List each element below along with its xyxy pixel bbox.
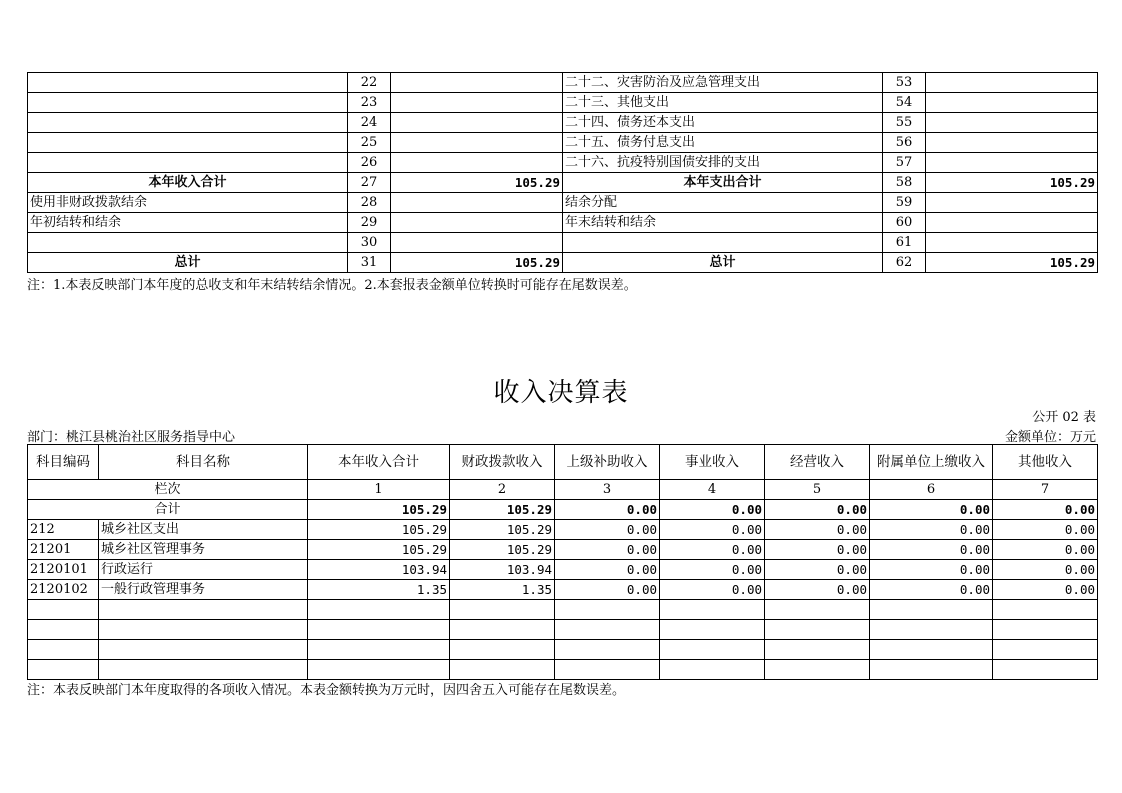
amount-cell: 0.00 bbox=[870, 540, 993, 560]
income-amount-cell bbox=[391, 153, 563, 173]
unit-label: 金额单位：万元 bbox=[1004, 430, 1096, 445]
empty-cell bbox=[28, 620, 99, 640]
empty-cell bbox=[450, 640, 555, 660]
subject-code-cell: 21201 bbox=[28, 540, 99, 560]
income-table bbox=[27, 444, 1098, 680]
amount-cell: 0.00 bbox=[870, 580, 993, 600]
expense-amount-cell bbox=[926, 153, 1098, 173]
empty-cell bbox=[993, 660, 1098, 680]
expense-item-cell: 二十四、债务还本支出 bbox=[563, 113, 883, 133]
header-cell: 科目编码 bbox=[28, 445, 99, 480]
empty-cell bbox=[450, 620, 555, 640]
amount-cell: 105.29 bbox=[308, 540, 450, 560]
line-number-cell: 28 bbox=[348, 193, 391, 213]
line-number-cell: 59 bbox=[883, 193, 926, 213]
header-cell: 本年收入合计 bbox=[308, 445, 450, 480]
column-number-cell: 7 bbox=[993, 480, 1098, 500]
amount-cell: 103.94 bbox=[308, 560, 450, 580]
total-value-cell: 0.00 bbox=[870, 500, 993, 520]
expense-item-cell bbox=[563, 233, 883, 253]
expense-amount-cell: 105.29 bbox=[926, 173, 1098, 193]
expense-item-cell: 总计 bbox=[563, 253, 883, 273]
amount-cell: 105.29 bbox=[308, 520, 450, 540]
line-number-cell: 54 bbox=[883, 93, 926, 113]
income-amount-cell bbox=[391, 233, 563, 253]
expense-amount-cell bbox=[926, 233, 1098, 253]
income-amount-cell bbox=[391, 193, 563, 213]
amount-cell: 0.00 bbox=[765, 520, 870, 540]
line-number-cell: 23 bbox=[348, 93, 391, 113]
header-cell: 上级补助收入 bbox=[555, 445, 660, 480]
total-value-cell: 105.29 bbox=[308, 500, 450, 520]
empty-cell bbox=[308, 660, 450, 680]
empty-row bbox=[28, 660, 1098, 680]
amount-cell: 0.00 bbox=[555, 540, 660, 560]
amount-cell: 0.00 bbox=[660, 520, 765, 540]
empty-cell bbox=[555, 660, 660, 680]
income-amount-cell bbox=[391, 73, 563, 93]
empty-cell bbox=[450, 600, 555, 620]
table-row bbox=[28, 580, 1098, 600]
amount-cell: 105.29 bbox=[450, 540, 555, 560]
income-item-cell bbox=[28, 113, 348, 133]
amount-cell: 0.00 bbox=[765, 560, 870, 580]
income-item-cell bbox=[28, 73, 348, 93]
total-value-cell: 0.00 bbox=[993, 500, 1098, 520]
expense-amount-cell bbox=[926, 93, 1098, 113]
empty-row bbox=[28, 640, 1098, 660]
empty-row bbox=[28, 600, 1098, 620]
income-amount-cell: 105.29 bbox=[391, 173, 563, 193]
income-item-cell: 本年收入合计 bbox=[28, 173, 348, 193]
subject-name-cell: 一般行政管理事务 bbox=[99, 580, 308, 600]
line-number-cell: 62 bbox=[883, 253, 926, 273]
expense-amount-cell: 105.29 bbox=[926, 253, 1098, 273]
empty-cell bbox=[660, 600, 765, 620]
empty-cell bbox=[28, 660, 99, 680]
summary-total-row bbox=[28, 253, 1098, 273]
subject-name-cell: 城乡社区管理事务 bbox=[99, 540, 308, 560]
empty-cell bbox=[308, 600, 450, 620]
line-number-cell: 57 bbox=[883, 153, 926, 173]
income-amount-cell bbox=[391, 133, 563, 153]
amount-cell: 0.00 bbox=[555, 520, 660, 540]
summary-row bbox=[28, 113, 1098, 133]
empty-cell bbox=[28, 600, 99, 620]
amount-cell: 0.00 bbox=[555, 560, 660, 580]
total-value-cell: 0.00 bbox=[660, 500, 765, 520]
amount-cell: 0.00 bbox=[993, 540, 1098, 560]
summary-note: 注：1.本表反映部门本年度的总收支和年末结转结余情况。2.本套报表金额单位转换时可能存在尾数误差。 bbox=[27, 278, 637, 293]
table-row bbox=[28, 540, 1098, 560]
form-code: 公开 02 表 bbox=[1032, 410, 1096, 425]
empty-cell bbox=[99, 600, 308, 620]
income-item-cell bbox=[28, 93, 348, 113]
line-number-cell: 27 bbox=[348, 173, 391, 193]
page-title: 收入决算表 bbox=[493, 378, 629, 408]
line-number-cell: 60 bbox=[883, 213, 926, 233]
total-value-cell: 105.29 bbox=[450, 500, 555, 520]
empty-cell bbox=[870, 640, 993, 660]
expense-item-cell: 二十五、债务付息支出 bbox=[563, 133, 883, 153]
line-number-cell: 22 bbox=[348, 73, 391, 93]
summary-row bbox=[28, 133, 1098, 153]
column-label-cell: 栏次 bbox=[28, 480, 308, 500]
empty-cell bbox=[660, 660, 765, 680]
empty-cell bbox=[28, 640, 99, 660]
income-amount-cell bbox=[391, 213, 563, 233]
subject-code-cell: 212 bbox=[28, 520, 99, 540]
column-number-cell: 1 bbox=[308, 480, 450, 500]
line-number-cell: 56 bbox=[883, 133, 926, 153]
amount-cell: 0.00 bbox=[870, 560, 993, 580]
summary-row bbox=[28, 233, 1098, 253]
summary-row bbox=[28, 193, 1098, 213]
total-label-cell: 合计 bbox=[28, 500, 308, 520]
summary-row bbox=[28, 93, 1098, 113]
subject-name-cell: 行政运行 bbox=[99, 560, 308, 580]
subject-name-cell: 城乡社区支出 bbox=[99, 520, 308, 540]
header-cell: 附属单位上缴收入 bbox=[870, 445, 993, 480]
total-value-cell: 0.00 bbox=[555, 500, 660, 520]
column-number-cell: 4 bbox=[660, 480, 765, 500]
empty-cell bbox=[993, 640, 1098, 660]
expense-item-cell: 二十二、灾害防治及应急管理支出 bbox=[563, 73, 883, 93]
expense-item-cell: 本年支出合计 bbox=[563, 173, 883, 193]
column-number-cell: 2 bbox=[450, 480, 555, 500]
empty-cell bbox=[870, 660, 993, 680]
expense-item-cell: 二十三、其他支出 bbox=[563, 93, 883, 113]
amount-cell: 1.35 bbox=[450, 580, 555, 600]
line-number-cell: 24 bbox=[348, 113, 391, 133]
column-number-cell: 3 bbox=[555, 480, 660, 500]
empty-cell bbox=[308, 640, 450, 660]
amount-cell: 0.00 bbox=[765, 540, 870, 560]
income-amount-cell bbox=[391, 113, 563, 133]
line-number-cell: 61 bbox=[883, 233, 926, 253]
empty-cell bbox=[99, 640, 308, 660]
header-row bbox=[28, 445, 1098, 480]
amount-cell: 0.00 bbox=[660, 560, 765, 580]
empty-cell bbox=[993, 620, 1098, 640]
income-item-cell bbox=[28, 233, 348, 253]
income-amount-cell bbox=[391, 93, 563, 113]
income-item-cell bbox=[28, 133, 348, 153]
column-number-cell: 6 bbox=[870, 480, 993, 500]
summary-row bbox=[28, 153, 1098, 173]
line-number-cell: 55 bbox=[883, 113, 926, 133]
expense-item-cell: 二十六、抗疫特别国债安排的支出 bbox=[563, 153, 883, 173]
empty-cell bbox=[660, 620, 765, 640]
empty-cell bbox=[555, 600, 660, 620]
summary-table bbox=[27, 72, 1098, 273]
amount-cell: 0.00 bbox=[660, 580, 765, 600]
empty-cell bbox=[870, 600, 993, 620]
income-item-cell: 年初结转和结余 bbox=[28, 213, 348, 233]
expense-amount-cell bbox=[926, 133, 1098, 153]
subject-code-cell: 2120102 bbox=[28, 580, 99, 600]
header-cell: 事业收入 bbox=[660, 445, 765, 480]
amount-cell: 0.00 bbox=[993, 580, 1098, 600]
expense-amount-cell bbox=[926, 193, 1098, 213]
income-item-cell: 使用非财政拨款结余 bbox=[28, 193, 348, 213]
expense-item-cell: 结余分配 bbox=[563, 193, 883, 213]
empty-cell bbox=[308, 620, 450, 640]
amount-cell: 0.00 bbox=[660, 540, 765, 560]
empty-cell bbox=[993, 600, 1098, 620]
empty-cell bbox=[870, 620, 993, 640]
empty-cell bbox=[660, 640, 765, 660]
amount-cell: 105.29 bbox=[450, 520, 555, 540]
department-label: 部门：桃江县桃治社区服务指导中心 bbox=[27, 430, 236, 445]
header-cell: 科目名称 bbox=[99, 445, 308, 480]
empty-cell bbox=[450, 660, 555, 680]
subject-code-cell: 2120101 bbox=[28, 560, 99, 580]
empty-cell bbox=[765, 620, 870, 640]
empty-cell bbox=[765, 660, 870, 680]
line-number-cell: 58 bbox=[883, 173, 926, 193]
amount-cell: 0.00 bbox=[555, 580, 660, 600]
income-item-cell bbox=[28, 153, 348, 173]
table-row bbox=[28, 520, 1098, 540]
expense-amount-cell bbox=[926, 113, 1098, 133]
line-number-cell: 30 bbox=[348, 233, 391, 253]
income-note: 注：本表反映部门本年度取得的各项收入情况。本表金额转换为万元时，因四舍五入可能存在尾数误差。 bbox=[27, 683, 626, 698]
income-amount-cell: 105.29 bbox=[391, 253, 563, 273]
summary-row bbox=[28, 213, 1098, 233]
empty-row bbox=[28, 620, 1098, 640]
income-item-cell: 总计 bbox=[28, 253, 348, 273]
expense-amount-cell bbox=[926, 213, 1098, 233]
total-value-cell: 0.00 bbox=[765, 500, 870, 520]
empty-cell bbox=[555, 620, 660, 640]
amount-cell: 0.00 bbox=[993, 560, 1098, 580]
empty-cell bbox=[765, 600, 870, 620]
empty-cell bbox=[99, 660, 308, 680]
amount-cell: 0.00 bbox=[993, 520, 1098, 540]
summary-row bbox=[28, 73, 1098, 93]
empty-cell bbox=[555, 640, 660, 660]
header-cell: 其他收入 bbox=[993, 445, 1098, 480]
line-number-cell: 25 bbox=[348, 133, 391, 153]
line-number-cell: 26 bbox=[348, 153, 391, 173]
expense-amount-cell bbox=[926, 73, 1098, 93]
column-number-row bbox=[28, 480, 1098, 500]
header-cell: 财政拨款收入 bbox=[450, 445, 555, 480]
empty-cell bbox=[765, 640, 870, 660]
column-number-cell: 5 bbox=[765, 480, 870, 500]
expense-item-cell: 年末结转和结余 bbox=[563, 213, 883, 233]
empty-cell bbox=[99, 620, 308, 640]
amount-cell: 103.94 bbox=[450, 560, 555, 580]
table-row bbox=[28, 560, 1098, 580]
header-cell: 经营收入 bbox=[765, 445, 870, 480]
amount-cell: 0.00 bbox=[765, 580, 870, 600]
summary-total-row bbox=[28, 173, 1098, 193]
amount-cell: 1.35 bbox=[308, 580, 450, 600]
line-number-cell: 53 bbox=[883, 73, 926, 93]
line-number-cell: 29 bbox=[348, 213, 391, 233]
total-row bbox=[28, 500, 1098, 520]
line-number-cell: 31 bbox=[348, 253, 391, 273]
amount-cell: 0.00 bbox=[870, 520, 993, 540]
